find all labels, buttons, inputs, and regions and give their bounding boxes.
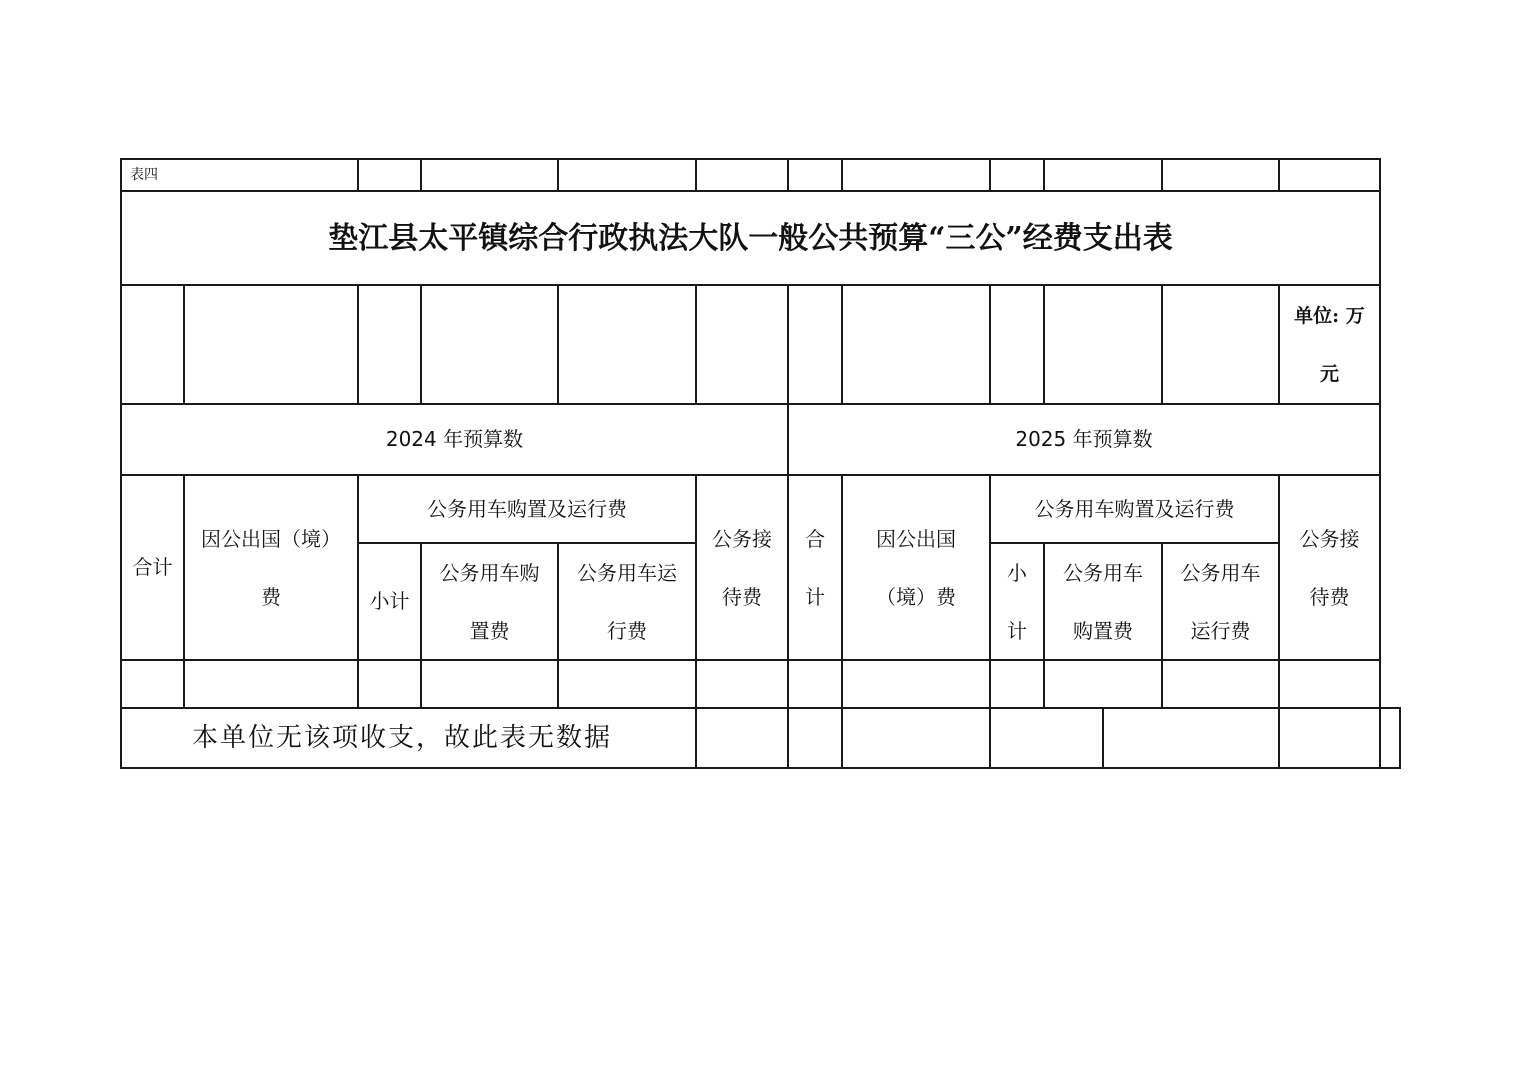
col-2025-operation: 公务用车 运行费 (1180, 560, 1261, 643)
unit-label: 单位: 万 元 (1294, 304, 1365, 385)
col-2024-abroad: 因公出国（境） 费 (201, 526, 341, 609)
col-2025-vehicle: 公务用车购置及运行费 (1034, 496, 1235, 521)
year-2024-header: 2024 年预算数 (385, 427, 524, 451)
col-2024-subtotal: 小计 (369, 589, 410, 613)
col-2024-operation: 公务用车运 行费 (577, 560, 677, 643)
page-title: 垫江县太平镇综合行政执法大队一般公共预算“三公”经费支出表 (328, 220, 1173, 256)
col-2024-vehicle: 公务用车购置及运行费 (427, 496, 627, 521)
col-2025-total: 合 计 (805, 526, 825, 609)
col-2024-purchase: 公务用车购 置费 (439, 560, 540, 643)
col-2025-abroad: 因公出国 （境）费 (876, 526, 956, 609)
table-number: 表四 (130, 166, 158, 183)
col-2025-purchase: 公务用车 购置费 (1063, 560, 1143, 643)
col-2025-subtotal: 小 计 (1007, 560, 1027, 643)
col-2024-total: 合计 (132, 555, 173, 579)
col-2024-reception: 公务接 待费 (712, 526, 772, 609)
col-2025-reception: 公务接 待费 (1299, 526, 1360, 609)
year-2025-header: 2025 年预算数 (1015, 427, 1153, 451)
no-data-note: 本单位无该项收支，故此表无数据 (192, 722, 613, 753)
